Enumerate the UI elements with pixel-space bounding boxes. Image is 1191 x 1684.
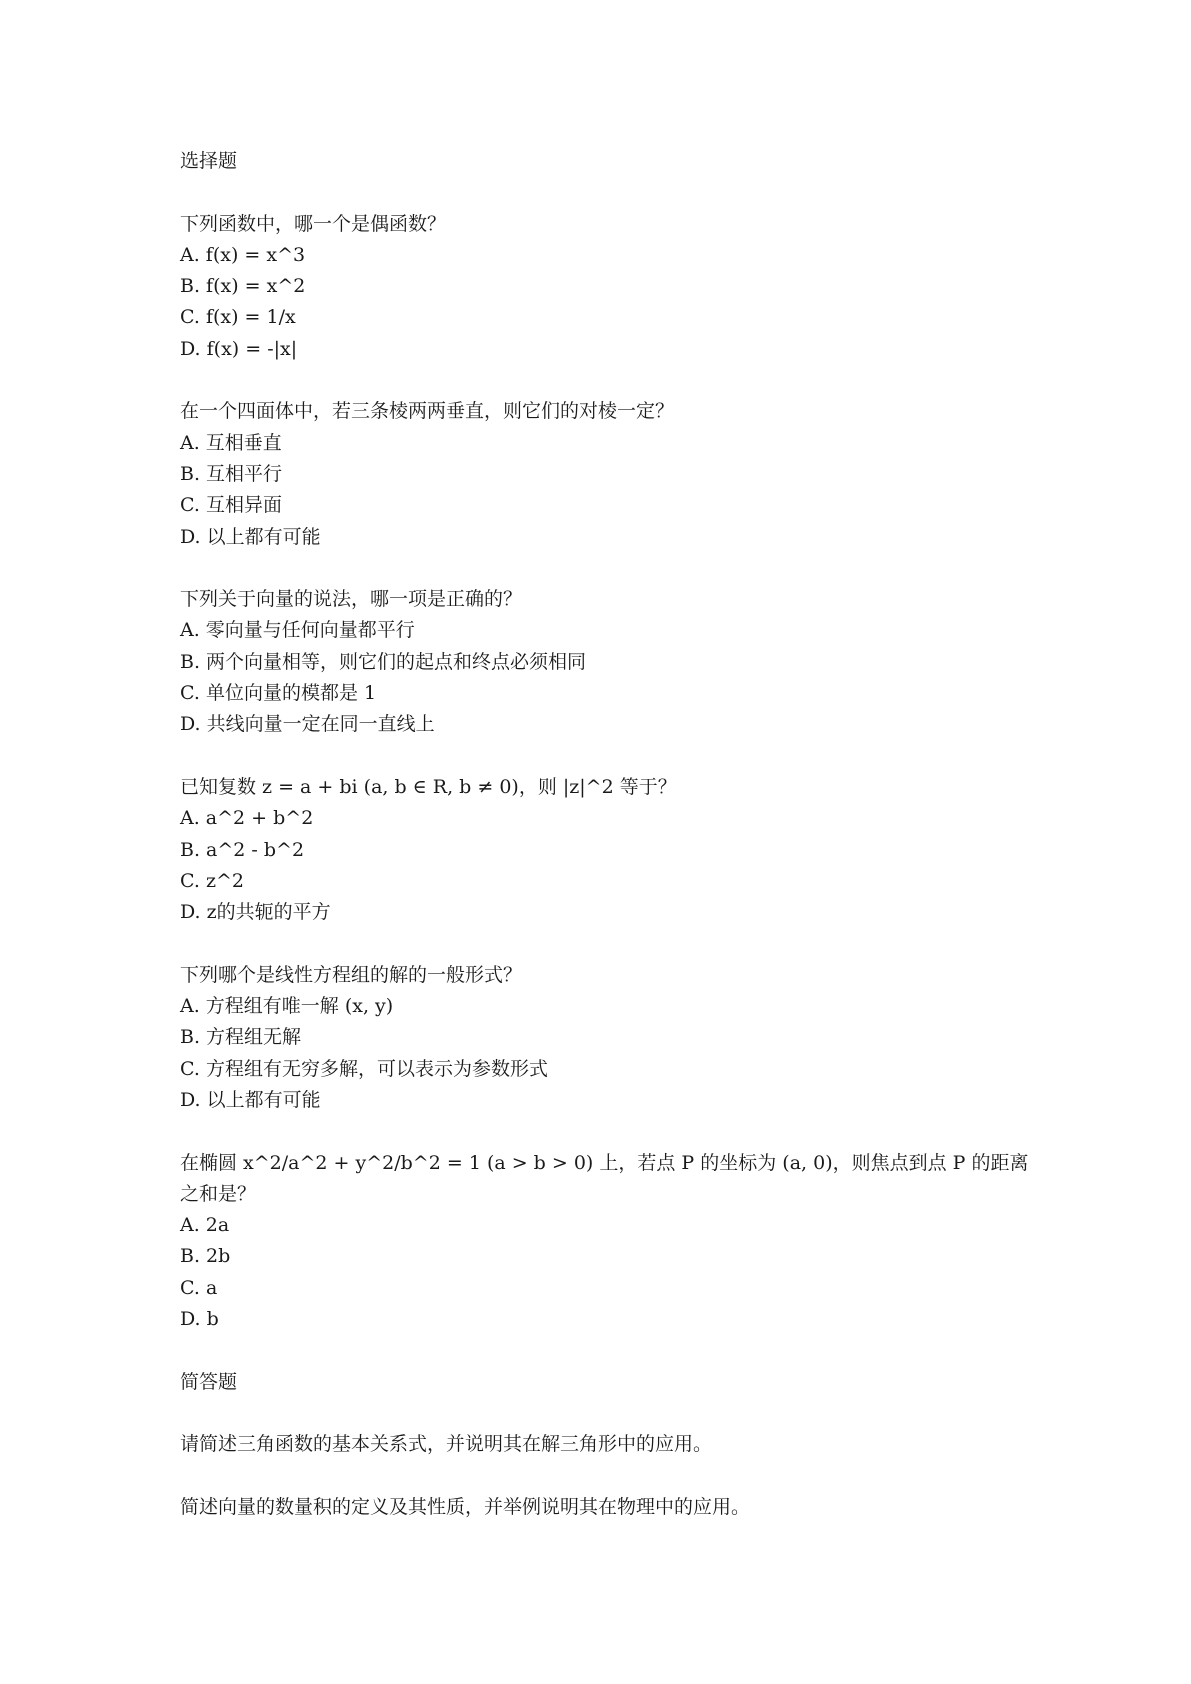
question-1 [180, 209, 1030, 365]
question-text: 在一个四面体中，若三条棱两两垂直，则它们的对棱一定？ [180, 400, 675, 423]
option-list [180, 803, 1030, 928]
option-b: B. 两个向量相等，则它们的起点和终点必须相同 [180, 650, 587, 673]
question-text: 下列函数中，哪一个是偶函数？ [180, 212, 447, 235]
option-a: A. 2a [180, 1214, 230, 1237]
option-b: B. 方程组无解 [180, 1026, 302, 1049]
option-list [180, 615, 1030, 740]
question-6 [180, 1148, 1030, 1336]
option-a: A. a^2 + b^2 [180, 807, 314, 830]
question-text: 下列哪个是线性方程组的解的一般形式？ [180, 963, 523, 986]
option-d: D. 以上都有可能 [180, 525, 321, 548]
option-c: C. 单位向量的模都是 1 [180, 682, 377, 705]
option-d: D. 共线向量一定在同一直线上 [180, 713, 435, 736]
question-4 [180, 772, 1030, 928]
question-text: 下列关于向量的说法，哪一项是正确的？ [180, 588, 523, 611]
option-a: A. 互相垂直 [180, 431, 282, 454]
option-c: C. 方程组有无穷多解，可以表示为参数形式 [180, 1057, 548, 1080]
question-3 [180, 584, 1030, 740]
option-b: B. 2b [180, 1245, 231, 1268]
question-text: 已知复数 z = a + bi (a, b ∈ R, b ≠ 0)，则 |z|^2 等于？ [180, 775, 677, 798]
option-b: B. f(x) = x^2 [180, 275, 306, 298]
option-b: B. 互相平行 [180, 462, 283, 485]
option-c: C. a [180, 1276, 218, 1299]
question-2 [180, 396, 1030, 552]
option-list [180, 428, 1030, 553]
option-c: C. 互相异面 [180, 494, 282, 517]
option-list [180, 991, 1030, 1116]
option-a: A. 方程组有唯一解 (x, y) [180, 995, 394, 1018]
option-list [180, 1210, 1030, 1335]
option-b: B. a^2 - b^2 [180, 838, 305, 861]
question-5 [180, 960, 1030, 1116]
question-text: 在椭圆 x^2/a^2 + y^2/b^2 = 1 (a > b > 0) 上，若点 P 的坐标为 (a, 0)，则焦点到点 P 的距离之和是？ [180, 1151, 1029, 1205]
short-question-1: 请简述三角函数的基本关系式，并说明其在解三角形中的应用。 [180, 1433, 713, 1456]
option-a: A. f(x) = x^3 [180, 243, 306, 266]
section-heading-short: 简答题 [180, 1370, 238, 1393]
section-heading-choice: 选择题 [180, 150, 238, 172]
option-list [180, 240, 1030, 365]
option-c: C. f(x) = 1/x [180, 306, 296, 329]
option-c: C. z^2 [180, 869, 244, 892]
option-d: D. z的共轭的平方 [180, 901, 331, 924]
option-d: D. 以上都有可能 [180, 1088, 321, 1111]
option-d: D. f(x) = -|x| [180, 337, 298, 360]
option-d: D. b [180, 1307, 219, 1330]
short-question-2: 简述向量的数量积的定义及其性质，并举例说明其在物理中的应用。 [180, 1495, 751, 1518]
option-a: A. 零向量与任何向量都平行 [180, 619, 415, 642]
document-page [180, 146, 1030, 1554]
